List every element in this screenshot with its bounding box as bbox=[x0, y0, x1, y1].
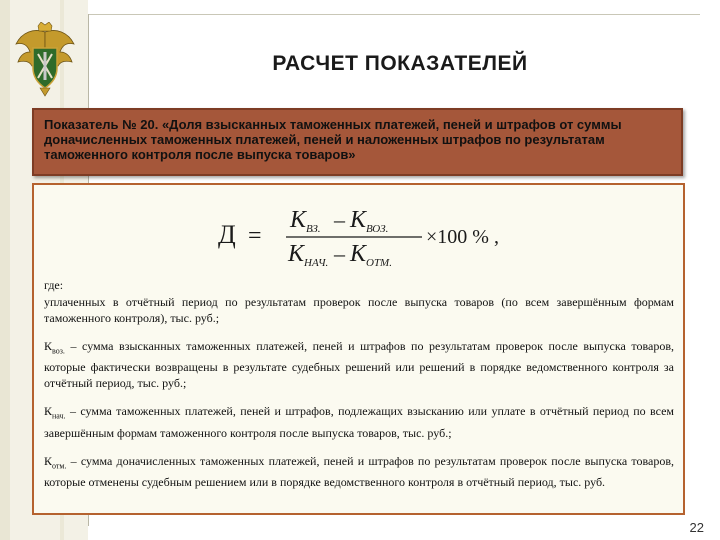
definition-text: – сумма взысканных таможенных платежей, пеней и штрафов по результатам проверок после выпуска товаров, которые фактически возвращены в результате судебных решений или решений в порядке ведомственного контроля за отчётный период, тыс. руб.; bbox=[44, 339, 674, 391]
where-label: где: bbox=[44, 278, 64, 292]
formula-lhs: Д bbox=[218, 220, 236, 249]
formula-num-a-sub: ВЗ. bbox=[306, 223, 321, 235]
formula-den-b-sub: ОТМ. bbox=[366, 257, 392, 269]
formula bbox=[214, 199, 514, 269]
definition-text: – сумма доначисленных таможенных платежей, пеней и штрафов по результатам проверок после выпуска товаров, которые отменены судебным решением или в порядке ведомственного контроля в отчётный период, тыс. руб. bbox=[44, 453, 674, 490]
formula-num-a: К bbox=[290, 207, 306, 233]
indicator-banner bbox=[32, 108, 683, 176]
formula-content-box bbox=[32, 183, 685, 515]
formula-equals: = bbox=[248, 223, 262, 249]
formula-den-b: К bbox=[350, 241, 366, 267]
definition-text: уплаченных в отчётный период по результатам проверок после выпуска товаров (по всем завершённым формам таможенного контроля), тыс. руб.; bbox=[44, 295, 674, 325]
formula-den-a-sub: НАЧ. bbox=[304, 257, 329, 269]
decor-stripe bbox=[0, 0, 10, 540]
definition-item bbox=[44, 294, 674, 326]
formula-den-minus: – bbox=[334, 241, 345, 266]
formula-den-a: К bbox=[288, 241, 304, 267]
definition-symbol: $К_{отм.}$ bbox=[44, 453, 67, 471]
definition-item bbox=[44, 403, 674, 440]
formula-num-b-sub: ВОЗ. bbox=[366, 223, 389, 235]
definition-symbol: $К_{нач.}$ bbox=[44, 404, 66, 421]
definition-symbol: $К_{воз.}$ bbox=[44, 339, 65, 356]
indicator-banner-text: Показатель № 20. «Доля взысканных таможенных платежей, пеней и штрафов от суммы доначисленных таможенных платежей, пеней и наложенных штрафов по результатам таможенного контроля после выпуска товаров» bbox=[44, 117, 622, 162]
formula-tail: ×100 % , bbox=[426, 226, 499, 248]
definition-text: – сумма таможенных платежей, пеней и штрафов, подлежащих взысканию или уплате в отчётный период по всем завершённым формам таможенного контроля после выпуска товаров, тыс. руб.; bbox=[44, 404, 674, 440]
page-number: 22 bbox=[689, 520, 704, 535]
definitions-block bbox=[44, 277, 674, 502]
formula-num-b: К bbox=[350, 207, 366, 233]
page-title: РАСЧЕТ ПОКАЗАТЕЛЕЙ bbox=[272, 52, 528, 75]
customs-emblem-icon bbox=[14, 22, 76, 98]
formula-num-minus: – bbox=[334, 207, 345, 232]
definition-item bbox=[44, 453, 674, 490]
definition-item bbox=[44, 338, 674, 391]
